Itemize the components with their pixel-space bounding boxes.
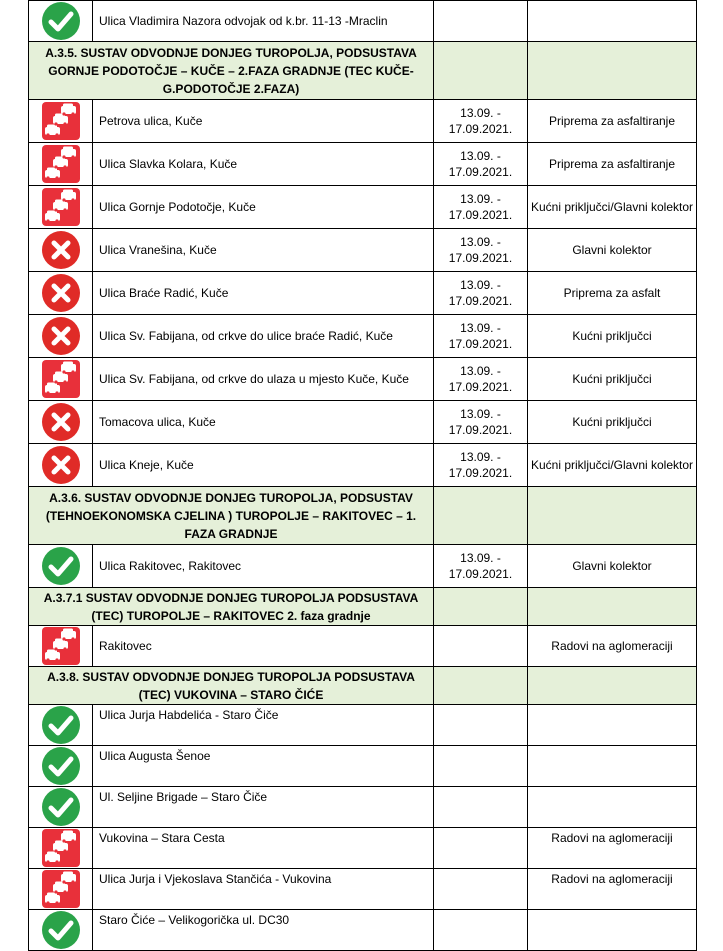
date-range (434, 626, 528, 667)
date-range: 13.09. - 17.09.2021. (434, 229, 528, 272)
work-status: Radovi na aglomeraciji (528, 828, 697, 869)
table-row (29, 545, 697, 588)
date-range (434, 910, 528, 951)
work-status: Kućni priključci (528, 401, 697, 444)
section-header-row (29, 667, 697, 705)
date-range (434, 787, 528, 828)
work-status (528, 910, 697, 951)
date-range: 13.09. - 17.09.2021. (434, 444, 528, 487)
work-status: Priprema za asfalt (528, 272, 697, 315)
date-range: 13.09. - 17.09.2021. (434, 401, 528, 444)
work-status: Priprema za asfaltiranje (528, 143, 697, 186)
date-range: 13.09. - 17.09.2021. (434, 545, 528, 588)
table-row (29, 910, 697, 951)
street-name: Ulica Kneje, Kuče (93, 444, 434, 487)
section-header-row (29, 42, 697, 100)
section-title: A.3.7.1 SUSTAV ODVODNJE DONJEG TUROPOLJA PODSUSTAVA (TEC) TUROPOLJE – RAKITOVEC 2. faza gradnje (29, 588, 434, 626)
status-icon-cell (29, 869, 93, 910)
section-date-cell (434, 667, 528, 705)
section-date-cell (434, 487, 528, 545)
street-name: Rakitovec (93, 626, 434, 667)
table-row (29, 186, 697, 229)
traffic-jam-icon (41, 626, 81, 666)
table-row (29, 444, 697, 487)
street-name: Tomacova ulica, Kuče (93, 401, 434, 444)
status-icon-cell (29, 315, 93, 358)
status-icon-cell (29, 358, 93, 401)
work-status: Glavni kolektor (528, 229, 697, 272)
section-title: A.3.5. SUSTAV ODVODNJE DONJEG TUROPOLJA, PODSUSTAVA GORNJE PODOTOČJE – KUČE – 2.FAZA GRADNJE (TEC KUČE-G.PODOTOČJE 2.FAZA) (29, 42, 434, 100)
date-range (434, 869, 528, 910)
status-icon-cell (29, 545, 93, 588)
traffic-jam-icon (41, 359, 81, 399)
section-title: A.3.8. SUSTAV ODVODNJE DONJEG TUROPOLJA PODSUSTAVA (TEC) VUKOVINA – STARO ČIĆE (29, 667, 434, 705)
street-name: Petrova ulica, Kuče (93, 100, 434, 143)
work-status: Kućni priključci/Glavni kolektor (528, 186, 697, 229)
street-name: Ulica Vranešina, Kuče (93, 229, 434, 272)
check-icon (41, 705, 81, 745)
status-icon-cell (29, 100, 93, 143)
date-range: 13.09. - 17.09.2021. (434, 272, 528, 315)
closed-icon (41, 273, 81, 313)
status-icon-cell (29, 272, 93, 315)
section-status-cell (528, 588, 697, 626)
status-icon-cell (29, 787, 93, 828)
work-status (528, 746, 697, 787)
work-status: Kućni priključci (528, 358, 697, 401)
street-name: Ulica Rakitovec, Rakitovec (93, 545, 434, 588)
section-date-cell (434, 42, 528, 100)
date-range: 13.09. - 17.09.2021. (434, 358, 528, 401)
section-status-cell (528, 667, 697, 705)
date-range (434, 746, 528, 787)
status-icon-cell (29, 444, 93, 487)
street-name: Ulica Sv. Fabijana, od crkve do ulice braće Radić, Kuče (93, 315, 434, 358)
status-icon-cell (29, 143, 93, 186)
status-icon-cell (29, 828, 93, 869)
status-icon-cell (29, 401, 93, 444)
table-row (29, 100, 697, 143)
table-row (29, 787, 697, 828)
section-title: A.3.6. SUSTAV ODVODNJE DONJEG TUROPOLJA, PODSUSTAV (TEHNOEKONOMSKA CJELINA ) TUROPOLJE – RAKITOVEC – 1. FAZA GRADNJE (29, 487, 434, 545)
section-header-row (29, 588, 697, 626)
table-row (29, 315, 697, 358)
status-icon-cell (29, 229, 93, 272)
date-range (434, 705, 528, 746)
work-status (528, 787, 697, 828)
date-range: 13.09. - 17.09.2021. (434, 186, 528, 229)
work-status: Glavni kolektor (528, 545, 697, 588)
table-row (29, 272, 697, 315)
status-icon-cell (29, 626, 93, 667)
work-status: Radovi na aglomeraciji (528, 626, 697, 667)
street-name: Ulica Gornje Podotočje, Kuče (93, 186, 434, 229)
table-row (29, 401, 697, 444)
table-row (29, 626, 697, 667)
work-status: Priprema za asfaltiranje (528, 100, 697, 143)
status-icon-cell (29, 186, 93, 229)
street-name: Vukovina – Stara Cesta (93, 828, 434, 869)
status-icon-cell (29, 705, 93, 746)
check-icon (41, 1, 81, 41)
street-name: Ul. Seljine Brigade – Staro Čiče (93, 787, 434, 828)
date-range (434, 828, 528, 869)
traffic-jam-icon (41, 828, 81, 868)
traffic-jam-icon (41, 869, 81, 909)
street-name: Staro Čiće – Velikogorička ul. DC30 (93, 910, 434, 951)
date-range: 13.09. - 17.09.2021. (434, 143, 528, 186)
road-works-table (28, 0, 697, 951)
traffic-jam-icon (41, 144, 81, 184)
closed-icon (41, 402, 81, 442)
section-status-cell (528, 42, 697, 100)
street-name: Ulica Sv. Fabijana, od crkve do ulaza u mjesto Kuče, Kuče (93, 358, 434, 401)
table-row (29, 705, 697, 746)
closed-icon (41, 316, 81, 356)
street-name: Ulica Vladimira Nazora odvojak od k.br. 11-13 -Mraclin (93, 1, 434, 42)
section-header-row (29, 487, 697, 545)
check-icon (41, 910, 81, 950)
status-icon-cell (29, 910, 93, 951)
section-date-cell (434, 588, 528, 626)
table-row (29, 358, 697, 401)
table-row (29, 828, 697, 869)
section-status-cell (528, 487, 697, 545)
table-row (29, 229, 697, 272)
table-row (29, 869, 697, 910)
work-status (528, 1, 697, 42)
street-name: Ulica Jurja Habdelića - Staro Čiče (93, 705, 434, 746)
street-name: Ulica Slavka Kolara, Kuče (93, 143, 434, 186)
closed-icon (41, 445, 81, 485)
check-icon (41, 746, 81, 786)
traffic-jam-icon (41, 187, 81, 227)
street-name: Ulica Braće Radić, Kuče (93, 272, 434, 315)
date-range (434, 1, 528, 42)
status-icon-cell (29, 746, 93, 787)
work-status: Kućni priključci (528, 315, 697, 358)
street-name: Ulica Augusta Šenoe (93, 746, 434, 787)
table-row (29, 1, 697, 42)
work-status: Radovi na aglomeraciji (528, 869, 697, 910)
street-name: Ulica Jurja i Vjekoslava Stančića - Vukovina (93, 869, 434, 910)
check-icon (41, 546, 81, 586)
work-status (528, 705, 697, 746)
status-icon-cell (29, 1, 93, 42)
table-row (29, 746, 697, 787)
date-range: 13.09. - 17.09.2021. (434, 100, 528, 143)
work-status: Kućni priključci/Glavni kolektor (528, 444, 697, 487)
date-range: 13.09. - 17.09.2021. (434, 315, 528, 358)
closed-icon (41, 230, 81, 270)
table-row (29, 143, 697, 186)
traffic-jam-icon (41, 101, 81, 141)
check-icon (41, 787, 81, 827)
